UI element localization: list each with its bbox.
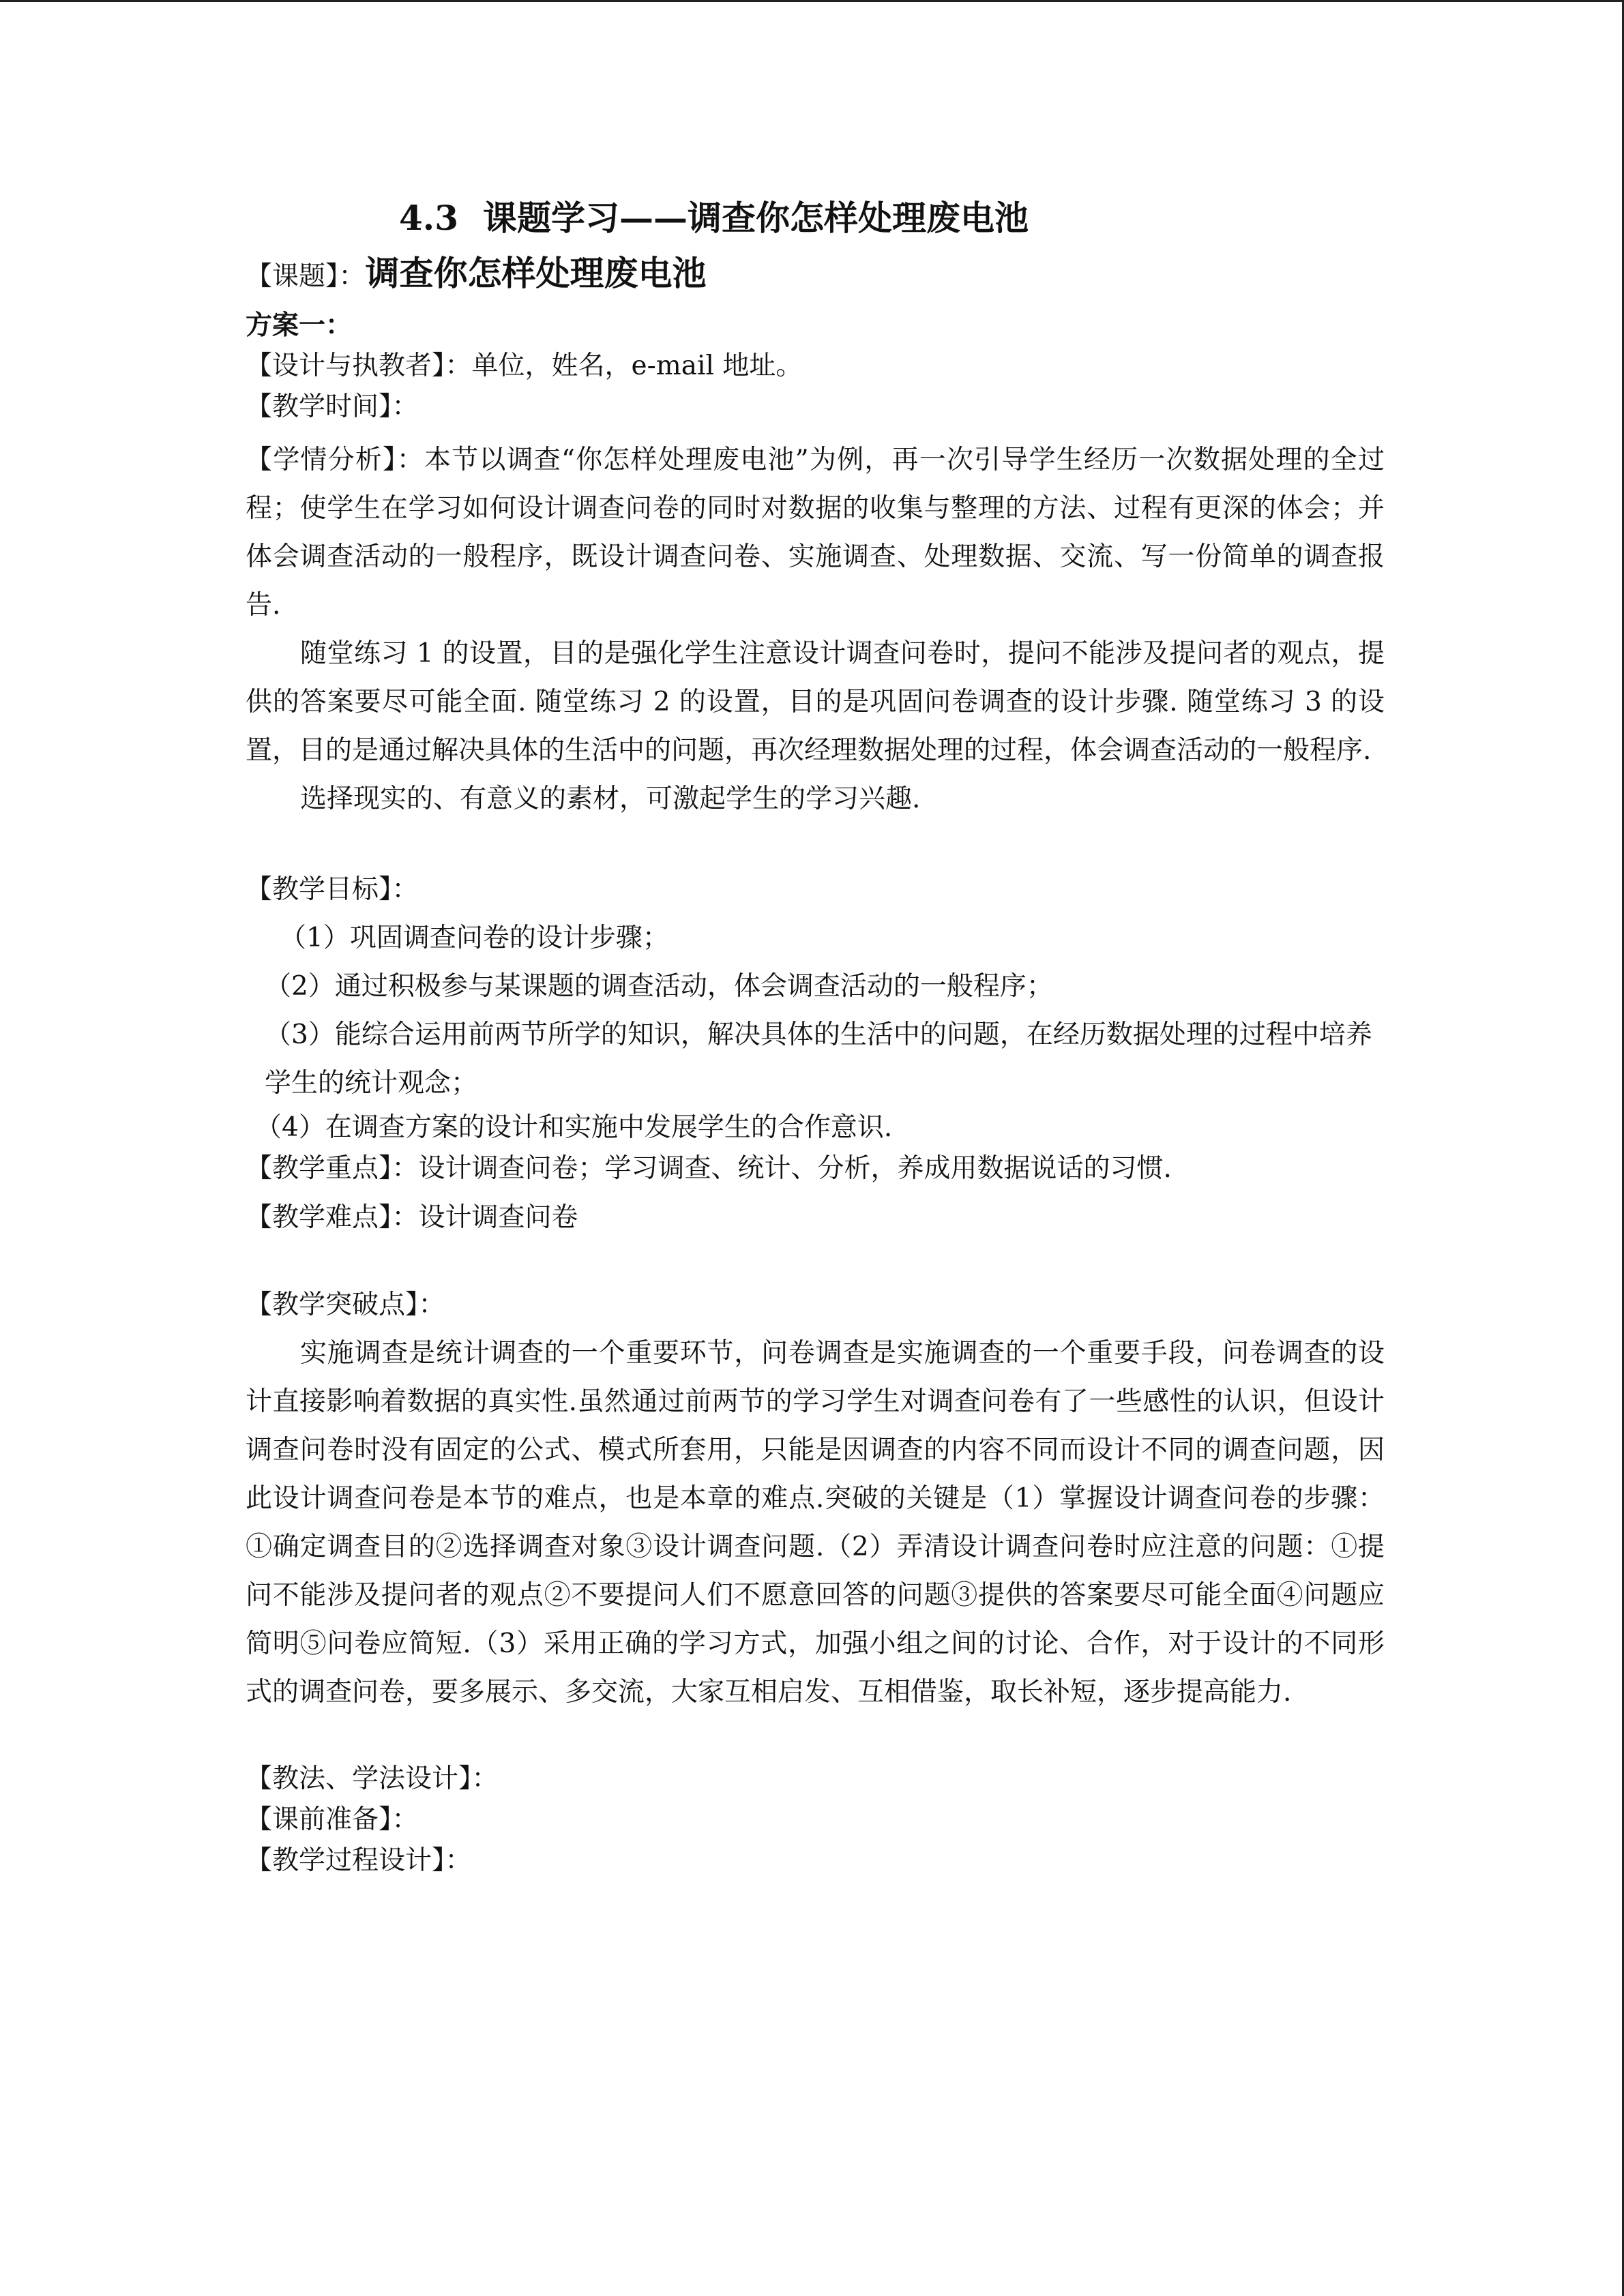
document-page [246, 194, 1385, 1881]
difficulties-label: 【教学难点】： [246, 1202, 419, 1233]
key-points-value: 设计调查问卷；学习调查、统计、分析，养成用数据说话的习惯. [418, 1153, 1172, 1184]
analysis-paragraph-3: 选择现实的、有意义的素材，可激起学生的学习兴趣. [300, 784, 921, 814]
document-title [399, 194, 1385, 242]
key-points-line [246, 1148, 1385, 1189]
topic-label: 【课题】： [246, 261, 366, 292]
breakthrough-text: 实施调查是统计调查的一个重要环节，问卷调查是实施调查的一个重要手段，问卷调查的设计直接影响着数据的真实性.虽然通过前两节的学习学生对调查问卷有了一些感性的认识，但设计调查问卷时没有固定的公式、模式所套用，只能是因调查的内容不同而设计不同的调查问题，因此设计调查问卷是本节的难点，也是本章的难点.突破的关键是（1）掌握设计调查问卷的步骤：①确定调查目的②选择调查对象③设计调查问题.（2）弄清设计调查问卷时应注意的问题：①提问不能涉及提问者的观点②不要提问人们不愿意回答的问题③提供的答案要尽可能全面④问题应简明⑤问卷应简短.（3）采用正确的学习方式，加强小组之间的讨论、合作，对于设计的不同形式的调查问卷，要多展示、多交流，大家互相启发、互相借鉴，取长补短，逐步提高能力. [246, 1338, 1385, 1708]
designer-label: 【设计与执教者】： [246, 351, 472, 381]
title-text: 课题学习——调查你怎样处理废电池 [483, 198, 1029, 238]
teaching-time-line [246, 387, 1385, 428]
teaching-time-label: 【教学时间】： [246, 391, 419, 422]
analysis-paragraph [246, 436, 1385, 629]
key-points-label: 【教学重点】： [246, 1153, 419, 1184]
topic-line [246, 246, 1385, 295]
preparation-label: 【课前准备】： [246, 1804, 419, 1835]
section-number: 4.3 [399, 198, 458, 238]
difficulties-line [246, 1197, 1385, 1238]
objectives-label: 【教学目标】： [246, 874, 419, 905]
objective-item-4: （4）在调查方案的设计和实施中发展学生的合作意识. [255, 1112, 893, 1143]
analysis-text: 本节以调查“你怎样处理废电池”为例，再一次引导学生经历一次数据处理的全过程；使学生在学习如何设计调查问卷的同时对数据的收集与整理的方法、过程有更深的体会；并体会调查活动的一般程序，既设计调查问卷、实施调查、处理数据、交流、写一份简单的调查报告. [246, 445, 1385, 621]
analysis-paragraph-2: 随堂练习 1 的设置，目的是强化学生注意设计调查问卷时，提问不能涉及提问者的观点，提供的答案要尽可能全面. 随堂练习 2 的设置，目的是巩固问卷调查的设计步骤. 随堂练习 3 的设置，目的是通过解决具体的生活中的问题，再次经理数据处理的过程，体会调查活动的一般程序. [246, 638, 1385, 766]
designer-value: 单位，姓名，e-mail 地址。 [471, 351, 803, 381]
process-label: 【教学过程设计】： [246, 1845, 472, 1876]
topic-value: 调查你怎样处理废电池 [365, 253, 707, 293]
methods-label: 【教法、学法设计】： [246, 1763, 499, 1794]
difficulties-value: 设计调查问卷 [418, 1202, 578, 1233]
objective-item-3: （3）能综合运用前两节所学的知识，解决具体的生活中的问题，在经历数据处理的过程中培养学生的统计观念； [265, 1019, 1372, 1099]
breakthrough-label: 【教学突破点】： [246, 1289, 445, 1320]
objective-item-2: （2）通过积极参与某课题的调查活动，体会调查活动的一般程序； [265, 971, 1053, 1002]
page-border-top [0, 0, 1624, 2]
designer-line [246, 346, 1385, 387]
objective-item-1: （1）巩固调查问卷的设计步骤； [280, 923, 669, 953]
plan-heading: 方案一： [246, 310, 353, 341]
analysis-label: 【学情分析】： [246, 445, 424, 475]
